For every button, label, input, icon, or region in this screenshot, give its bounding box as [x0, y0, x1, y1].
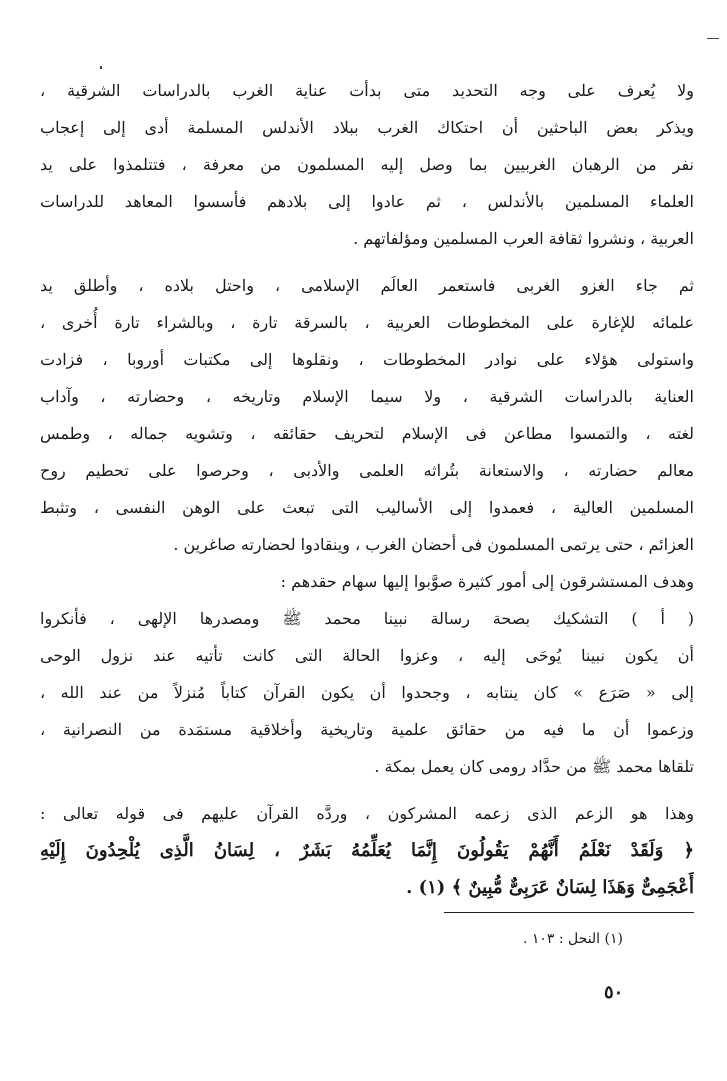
text-line: العلماء المسلمين بالأندلس ، ثم عادوا إلى بلادهم فأسسوا المعاهد للدراسات: [40, 192, 694, 211]
verse-line: أَعْجَمِىٌّ وَهَذَا لِسَانٌ عَرَبِىٌّ مُّبِينٌ ﴾ (١) .: [406, 877, 694, 898]
text-line: العزائم ، حتى يرتمى المسلمون فى أحضان الغرب ، وينقادوا لحضارته صاغرين .: [173, 535, 694, 554]
footnote-separator: [444, 912, 694, 913]
paragraph-intro: [40, 72, 694, 257]
text-line: ( أ ) التشكيك بصحة رسالة نبينا محمد ﷺ ومصدرها الإلهى ، فأنكروا: [40, 609, 694, 628]
text-line: لغته ، والتمسوا مطاعن فى الإسلام لتحريف حقائقه ، وتشويه جماله ، وطمس: [40, 424, 694, 443]
margin-mark: [707, 38, 719, 39]
text-line: وهدف المستشرقون إلى أمور كثيرة صوَّبوا إليها سهام حقدهم :: [280, 572, 694, 591]
body-text: [40, 72, 694, 906]
text-line: العناية بالدراسات الشرقية ، ولا سيما الإسلام وتاريخه ، وحضارته ، وآداب: [40, 387, 694, 406]
text-line: ولا يُعرف على وجه التحديد متى بدأت عناية الغرب بالدراسات الشرقية ،: [40, 81, 694, 100]
text-line: وهذا هو الزعم الذى زعمه المشركون ، وردَّه القرآن عليهم فى قوله تعالى :: [40, 804, 694, 823]
ink-speck: [100, 66, 102, 69]
paragraph-claim: [40, 795, 694, 832]
text-line: معالم حضارته ، والاستعانة بتُراثه العلمى والأدبى ، وحرصوا على تحطيم روح: [40, 461, 694, 480]
text-line: أن يكون نبينا يُوحَى إليه ، وعزوا الحالة التى كانت تأتيه عند نزول الوحى: [40, 646, 694, 665]
text-line: العربية ، ونشروا ثقافة العرب المسلمين ومؤلفاتهم .: [353, 229, 694, 248]
text-line: وزعموا أن ما فيه من حقائق علمية وتاريخية وأخلاقية مستمَدة من النصرانية ،: [40, 720, 694, 739]
verse-line: ﴿ وَلَقَدْ نَعْلَمُ أَنَّهُمْ يَقُولُونَ إِنَّمَا يُعَلِّمُهُ بَشَرٌ ، لِسَانُ الَّذِى يُلْحِدُونَ إِلَيْهِ: [40, 840, 694, 861]
footnote: (١) النحل : ١٠٣ .: [522, 931, 623, 947]
text-line: نفر من الرهبان الغربيين بما وصل إليه المسلمون من معرفة ، فتتلمذوا على يد: [40, 155, 694, 174]
paragraph-invasion: [40, 267, 694, 785]
text-line: إلى « صَرَع » كان ينتابه ، وجحدوا أن يكون القرآن كتاباً مُنزلاً من عند الله ،: [40, 683, 694, 702]
text-line: ويذكر بعض الباحثين أن احتكاك الغرب ببلاد الأندلس المسلمة أدى إلى إعجاب: [40, 118, 694, 137]
text-line: المسلمين العالية ، فعمدوا إلى الأساليب التى تبعث على الوهن النفسى ، وتثبط: [40, 498, 694, 517]
page-number: ٥٠: [604, 982, 624, 1003]
text-line: واستولى هؤلاء على نوادر المخطوطات ، ونقلوها إلى مكتبات أوروبا ، فزادت: [40, 350, 694, 369]
text-line: تلقاها محمد ﷺ من حدَّاد رومى كان يعمل بمكة .: [374, 757, 694, 776]
text-line: علمائه للإغارة على المخطوطات العربية ، بالسرقة تارة ، وبالشراء تارة أُخرى ،: [40, 313, 694, 332]
quran-verse: [40, 832, 694, 906]
text-line: ثم جاء الغزو الغربى فاستعمر العالَم الإسلامى ، واحتل بلاده ، وأطلق يد: [40, 276, 694, 295]
